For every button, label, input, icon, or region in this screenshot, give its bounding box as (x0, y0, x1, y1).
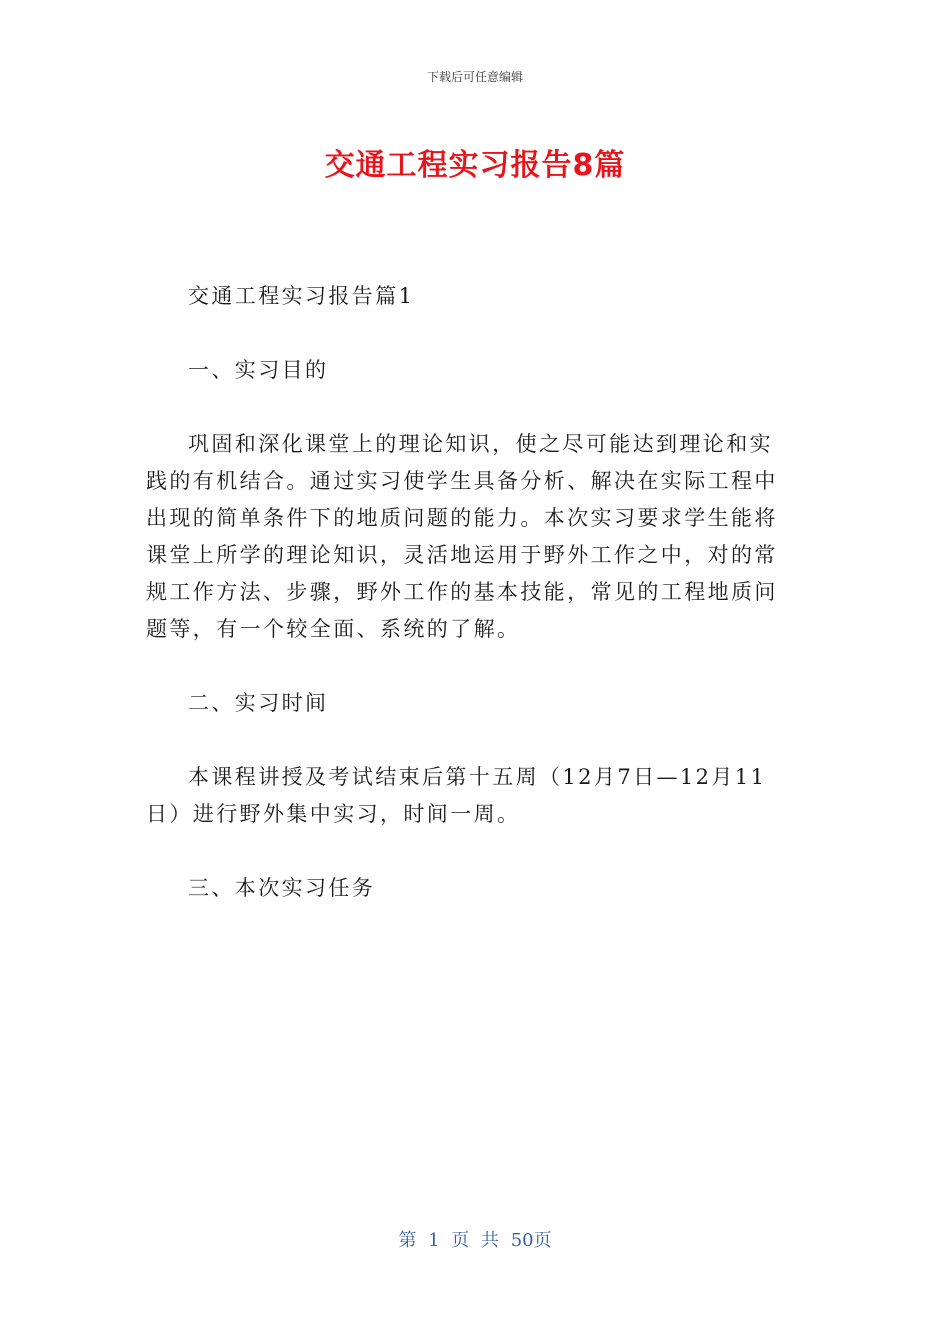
section-heading: 交通工程实习报告篇1 (188, 284, 415, 308)
body-paragraph: 本课程讲授及考试结束后第十五周（12月7日—12月11日）进行野外集中实习，时间一周。 (146, 765, 767, 826)
header-note: 下载后可任意编辑 (426, 70, 523, 84)
subsection-heading: 一、实习目的 (188, 358, 329, 382)
page-number-footer: 第 1 页 共 50页 (398, 1230, 552, 1251)
document-body (146, 278, 796, 944)
body-paragraph: 巩固和深化课堂上的理论知识，使之尽可能达到理论和实践的有机结合。通过实习使学生具备分析、解决在实际工程中出现的简单条件下的地质问题的能力。本次实习要求学生能将课堂上所学的理论知识，灵活地运用于野外工作之中，对的常规工作方法、步骤，野外工作的基本技能，常见的工程地质问题等，有一个较全面、系统的了解。 (146, 432, 778, 641)
subsection-heading: 二、实习时间 (188, 691, 329, 715)
document-title: 交通工程实习报告8篇 (324, 148, 626, 183)
subsection-heading: 三、本次实习任务 (188, 876, 376, 900)
